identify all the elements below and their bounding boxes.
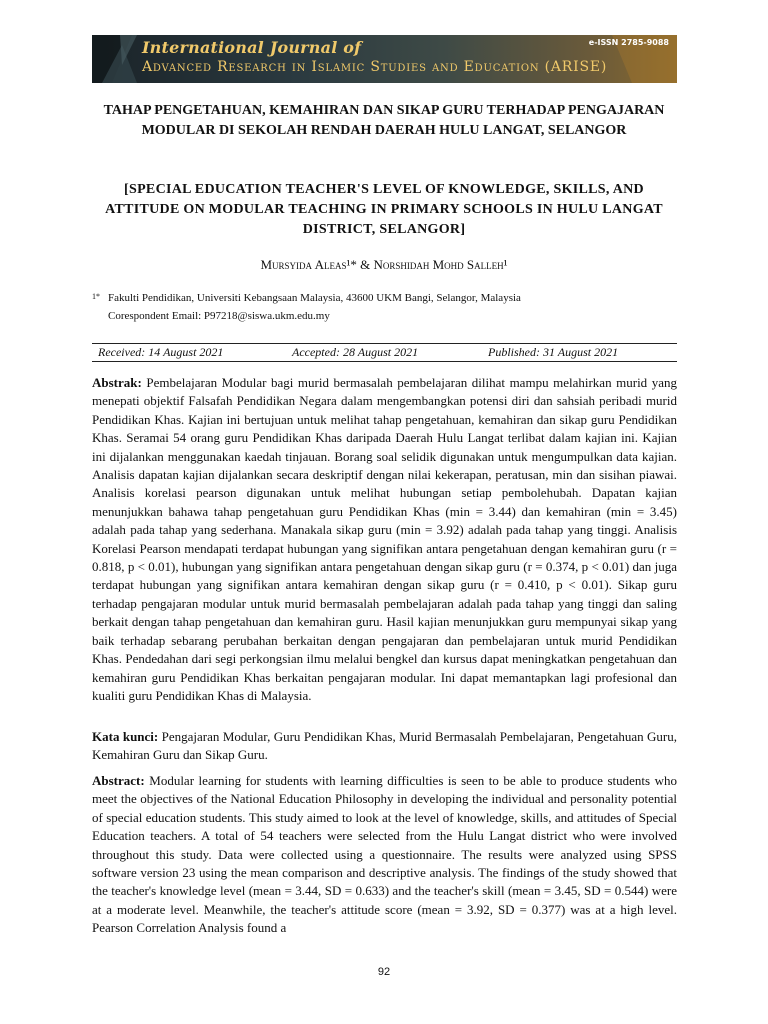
affiliation-marker: 1* [92,292,100,301]
abstrak-paragraph [92,374,677,705]
keywords-malay-paragraph [92,728,677,765]
journal-issn: e-ISSN 2785-9088 [588,38,669,47]
accepted-date: Accepted: 28 August 2021 [292,345,419,359]
abstrak-label: Abstrak: [92,375,142,390]
paper-authors: Mursyida Aleas¹* & Norshidah Mohd Salleh¹ [260,257,508,272]
correspondent-email[interactable]: Corespondent Email: P97218@siswa.ukm.edu.my [108,310,330,322]
published-date: Published: 31 August 2021 [488,345,619,359]
page-number: 92 [377,966,391,978]
kata-kunci-label: Kata kunci: [92,729,159,744]
abstract-label: Abstract: [92,773,145,788]
paper-title-malay: TAHAP PENGETAHUAN, KEMAHIRAN DAN SIKAP GURU TERHADAP PENGAJARAN MODULAR DI SEKOLAH RENDAH DAERAH HULU LANGAT, SELANGOR [103,103,665,138]
affiliation-text: Fakulti Pendidikan, Universiti Kebangsaan Malaysia, 43600 UKM Bangi, Selangor, Malaysia [108,292,521,304]
journal-banner [92,35,677,83]
abstract-paragraph [92,772,677,938]
abstrak-text: Pembelajaran Modular bagi murid bermasalah pembelajaran dilihat mampu melahirkan murid yang menepati objektif Falsafah Pendidikan Negara dalam mengembangkan potensi diri dan sahsiah peribadi murid Pendidikan Khas. Kajian ini bertujuan untuk melihat tahap pengetahuan, kemahiran dan sikap guru Pendidikan Khas. Seramai 54 orang guru Pendidikan Khas daripada Daerah Hulu Langat terlibat dalam kajian ini. Kajian ini dijalankan menggunakan kaedah tinjauan. Borang soal selidik digunakan untuk mengumpulkan data kajian. Analisis dapatan kajian dijalankan secara deskriptif dengan nilai kekerapan, peratusan, min dan sisihan piawai. Analisis korelasi pearson digunakan untuk melihat hubungan setiap pembolehubah. Dapatan kajian menunjukkan bahawa tahap pengetahuan guru Pendidikan Khas (min = 3.44) dan kemahiran (min = 3.45) adalah pada tahap yang sederhana. Manakala sikap guru (min = 3.92) adalah pada tahap yang tinggi. Analisis Korelasi Pearson mendapati terdapat hubungan yang signifikan antara pengetahuan dengan kemahiran guru (r = 0.818, p < 0.01), hubungan yang signifikan antara pengetahuan dengan sikap guru (r = 0.374, p < 0.01) dan juga terdapat hubungan yang signifikan antara kemahiran dengan sikap guru (r = 0.410, p < 0.01). Sikap guru terhadap pengajaran modular untuk murid bermasalah pembelajaran adalah pada tahap yang tinggi dan saling berkait dengan tahap pengetahuan dan kemahiran guru. Hasil kajian menunjukkan guru mempunyai sikap yang baik terhadap sebarang perubahan berkaitan dengan pengajaran dan pembelajaran untuk murid Pendidikan Khas. Pendedahan dari segi perkongsian ilmu melalui bengkel dan kursus dapat meningkatkan pengetahuan dan kemahiran guru Pendidikan Khas berkaitan pengajaran modular. Ini dapat memantapkan lagi profesional dan kualiti guru Pendidikan Khas di Malaysia. [92,375,677,703]
kata-kunci-text: Pengajaran Modular, Guru Pendidikan Khas, Murid Bermasalah Pembelajaran, Pengetahuan Guru, Kemahiran Guru dan Sikap Guru. [92,729,677,763]
journal-name-line2: Advanced Research in Islamic Studies and Education (ARISE) [142,59,608,75]
dates-bottom-rule [92,361,677,362]
paper-title-english: [SPECIAL EDUCATION TEACHER'S LEVEL OF KNOWLEDGE, SKILLS, AND ATTITUDE ON MODULAR TEACHING IN PRIMARY SCHOOLS IN HULU LANGAT DISTRICT, SELANGOR] [105,182,663,237]
journal-name-line1: International Journal of [142,38,362,57]
dates-row [92,345,677,361]
received-date: Received: 14 August 2021 [98,345,224,359]
abstract-text: Modular learning for students with learning difficulties is seen to be able to produce students who meet the objectives of the National Education Philosophy in developing the individual and personality potential of special education students. This study aimed to look at the level of knowledge, skills, and attitudes of Special Education teachers. A total of 54 teachers were selected from the Hulu Langat district who were involved throughout this study. Data were collected using a questionnaire. The results were analyzed using SPSS software version 23 using the mean comparison and descriptive analysis. The findings of the study showed that the teacher's knowledge level (mean = 3.44, SD = 0.633) and the teacher's skill (mean = 3.45, SD = 0.544) were at a moderate level. Meanwhile, the teacher's attitude score (mean = 3.92, SD = 0.377) was at a high level. Pearson Correlation Analysis found a [92,773,677,936]
dates-top-rule [92,343,677,344]
